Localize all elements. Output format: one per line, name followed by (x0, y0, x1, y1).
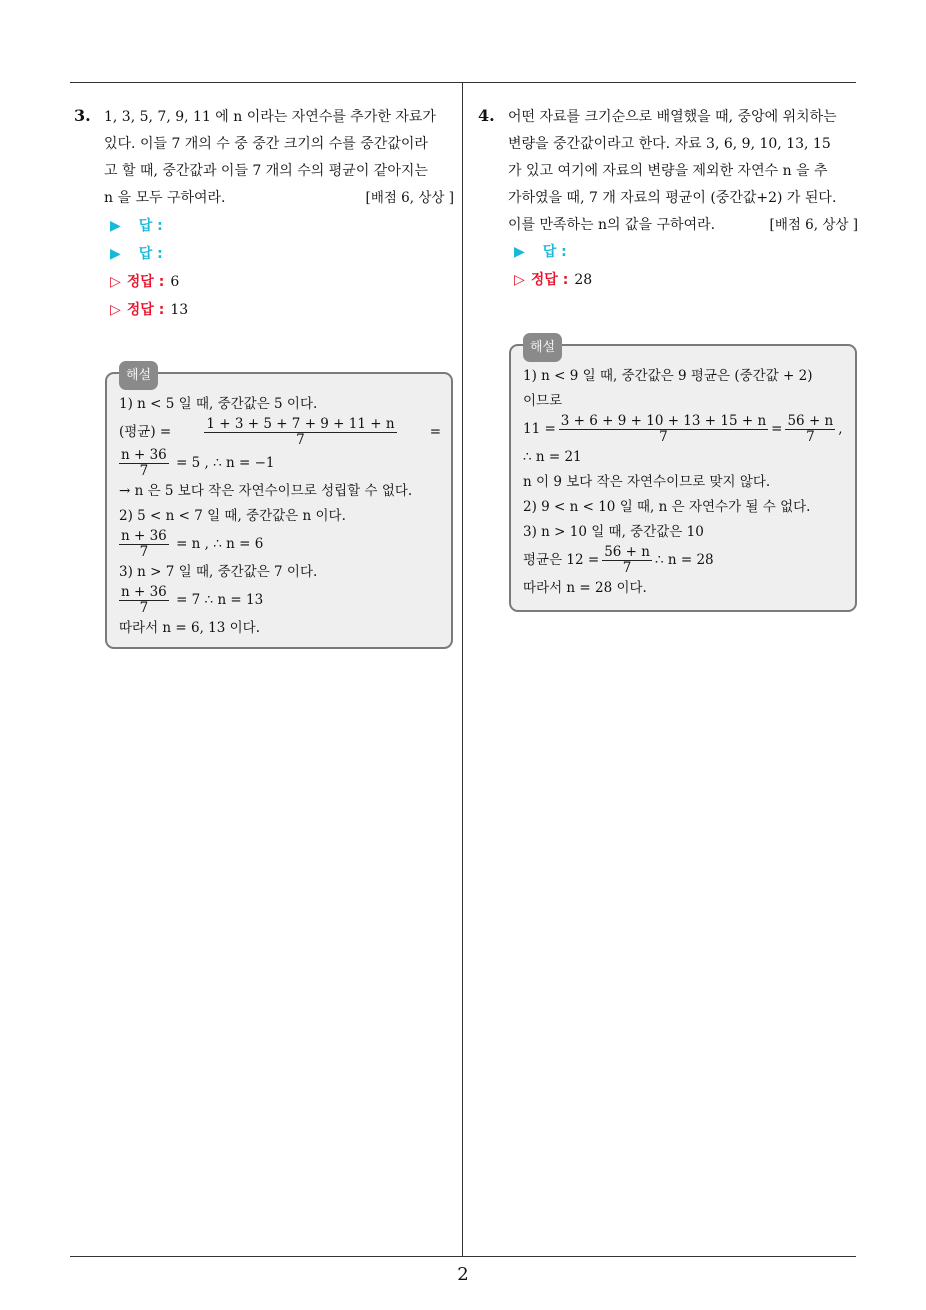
solution-text: 11 = (523, 421, 556, 437)
filled-triangle-icon: ▶ (514, 244, 525, 260)
solution-text: = (771, 421, 783, 437)
fraction-numerator: 56 + n (604, 544, 650, 560)
solution-line: 2) 5 < n < 7 일 때, 중간값은 n 이다. (119, 508, 346, 524)
solution-text: = (429, 424, 441, 440)
question-3-line: 1, 3, 5, 7, 9, 11 에 n 이라는 자연수를 추가한 자료가 (104, 109, 436, 125)
solution-line: 3) n > 7 일 때, 중간값은 7 이다. (119, 564, 318, 580)
question-4-line (508, 212, 858, 239)
question-4-line: 어떤 자료를 크기순으로 배열했을 때, 중앙에 위치하는 (508, 109, 837, 125)
fraction (559, 414, 768, 445)
correct-answer-row (110, 296, 188, 324)
top-rule (70, 82, 856, 83)
solution-line: 따라서 n = 28 이다. (523, 580, 647, 596)
page-number: 2 (457, 1264, 469, 1285)
solution-tag: 해설 (523, 333, 562, 362)
solution-line: ∴ n = 21 (523, 449, 582, 465)
question-4-line: 가 있고 여기에 자료의 변량을 제외한 자연수 n 을 추 (508, 163, 828, 179)
fraction-denominator: 7 (659, 429, 668, 445)
correct-label: 정답 : (530, 272, 569, 288)
solution-line (119, 585, 441, 616)
answer-row (514, 238, 592, 266)
fraction-denominator: 7 (139, 600, 149, 616)
solution-line (523, 414, 845, 445)
question-3-number: 3. (74, 106, 91, 125)
question-4-line-text: 이를 만족하는 n의 값을 구하여라. (508, 217, 716, 233)
solution-text: = 5 , ∴ n = −1 (176, 455, 275, 471)
fraction (602, 545, 652, 576)
correct-label: 정답 : (126, 274, 165, 290)
fraction (119, 448, 169, 479)
correct-answer-row (514, 266, 592, 294)
answer-label: 답 : (138, 218, 163, 234)
question-3-answers (110, 212, 188, 324)
fraction-numerator: n + 36 (121, 447, 167, 463)
solution-text: = n , ∴ n = 6 (176, 536, 264, 552)
solution-line: 따라서 n = 6, 13 이다. (119, 620, 261, 636)
fraction-denominator: 7 (296, 432, 305, 448)
solution-line (119, 448, 441, 479)
correct-value: 6 (170, 274, 180, 290)
solution-tag: 해설 (119, 361, 158, 390)
outline-triangle-icon: ▷ (514, 272, 525, 288)
question-3-line: 있다. 이들 7 개의 수 중 중간 크기의 수를 중간값이라 (104, 136, 428, 152)
answer-label: 답 : (542, 244, 567, 260)
correct-value: 28 (574, 272, 593, 288)
answer-row (110, 212, 188, 240)
fraction-numerator: 1 + 3 + 5 + 7 + 9 + 11 + n (206, 416, 395, 432)
question-4-line: 변량을 중간값이라고 한다. 자료 3, 6, 9, 10, 13, 15 (508, 136, 831, 152)
question-4-solution-box (509, 340, 857, 612)
fraction (119, 585, 169, 616)
correct-answer-row (110, 268, 188, 296)
question-3-line (104, 185, 454, 212)
question-4-meta: [배점 6, 상상 ] (769, 217, 858, 233)
fraction-numerator: 3 + 6 + 9 + 10 + 13 + 15 + n (560, 413, 767, 429)
solution-line: 1) n < 9 일 때, 중간값은 9 평균은 (중간값 + 2) (523, 368, 813, 384)
answer-row (110, 240, 188, 268)
question-4-answers (514, 238, 592, 294)
solution-line: 1) n < 5 일 때, 중간값은 5 이다. (119, 396, 318, 412)
solution-line: 이므로 (523, 393, 563, 409)
filled-triangle-icon: ▶ (110, 218, 121, 234)
question-3-line: 고 할 때, 중간값과 이들 7 개의 수의 평균이 같아지는 (104, 163, 428, 179)
solution-text: (평균) = (119, 424, 172, 440)
solution-text: , (838, 421, 843, 437)
solution-text: = 7 ∴ n = 13 (176, 592, 264, 608)
fraction (204, 417, 396, 448)
answer-label: 답 : (138, 246, 163, 262)
question-4-text (508, 104, 858, 239)
solution-line (119, 417, 441, 448)
solution-line: 2) 9 < n < 10 일 때, n 은 자연수가 될 수 없다. (523, 499, 811, 515)
outline-triangle-icon: ▷ (110, 302, 121, 318)
solution-text: 평균은 12 = (523, 552, 600, 568)
solution-line (119, 529, 441, 560)
fraction-numerator: n + 36 (121, 584, 167, 600)
fraction-denominator: 7 (806, 429, 815, 445)
outline-triangle-icon: ▷ (110, 274, 121, 290)
fraction-denominator: 7 (622, 560, 632, 576)
fraction (119, 529, 169, 560)
question-3-line-text: n 을 모두 구하여라. (104, 190, 226, 206)
correct-value: 13 (170, 302, 189, 318)
question-4-line: 가하였을 때, 7 개 자료의 평균이 (중간값+2) 가 된다. (508, 190, 837, 206)
solution-line: 3) n > 10 일 때, 중간값은 10 (523, 524, 704, 540)
column-divider (462, 82, 463, 1256)
bottom-rule (70, 1256, 856, 1257)
question-3-meta: [배점 6, 상상 ] (365, 190, 454, 206)
solution-line: → n 은 5 보다 작은 자연수이므로 성립할 수 없다. (119, 483, 413, 499)
fraction (785, 414, 835, 445)
solution-text: ∴ n = 28 (654, 552, 714, 568)
question-4-number: 4. (478, 106, 495, 125)
fraction-denominator: 7 (139, 463, 149, 479)
question-3-solution-box (105, 368, 453, 649)
fraction-numerator: n + 36 (121, 528, 167, 544)
fraction-denominator: 7 (139, 544, 149, 560)
fraction-numerator: 56 + n (787, 413, 834, 429)
correct-label: 정답 : (126, 302, 165, 318)
question-3-text (104, 104, 454, 212)
solution-line (523, 545, 845, 576)
filled-triangle-icon: ▶ (110, 246, 121, 262)
solution-line: n 이 9 보다 작은 자연수이므로 맞지 않다. (523, 474, 771, 490)
